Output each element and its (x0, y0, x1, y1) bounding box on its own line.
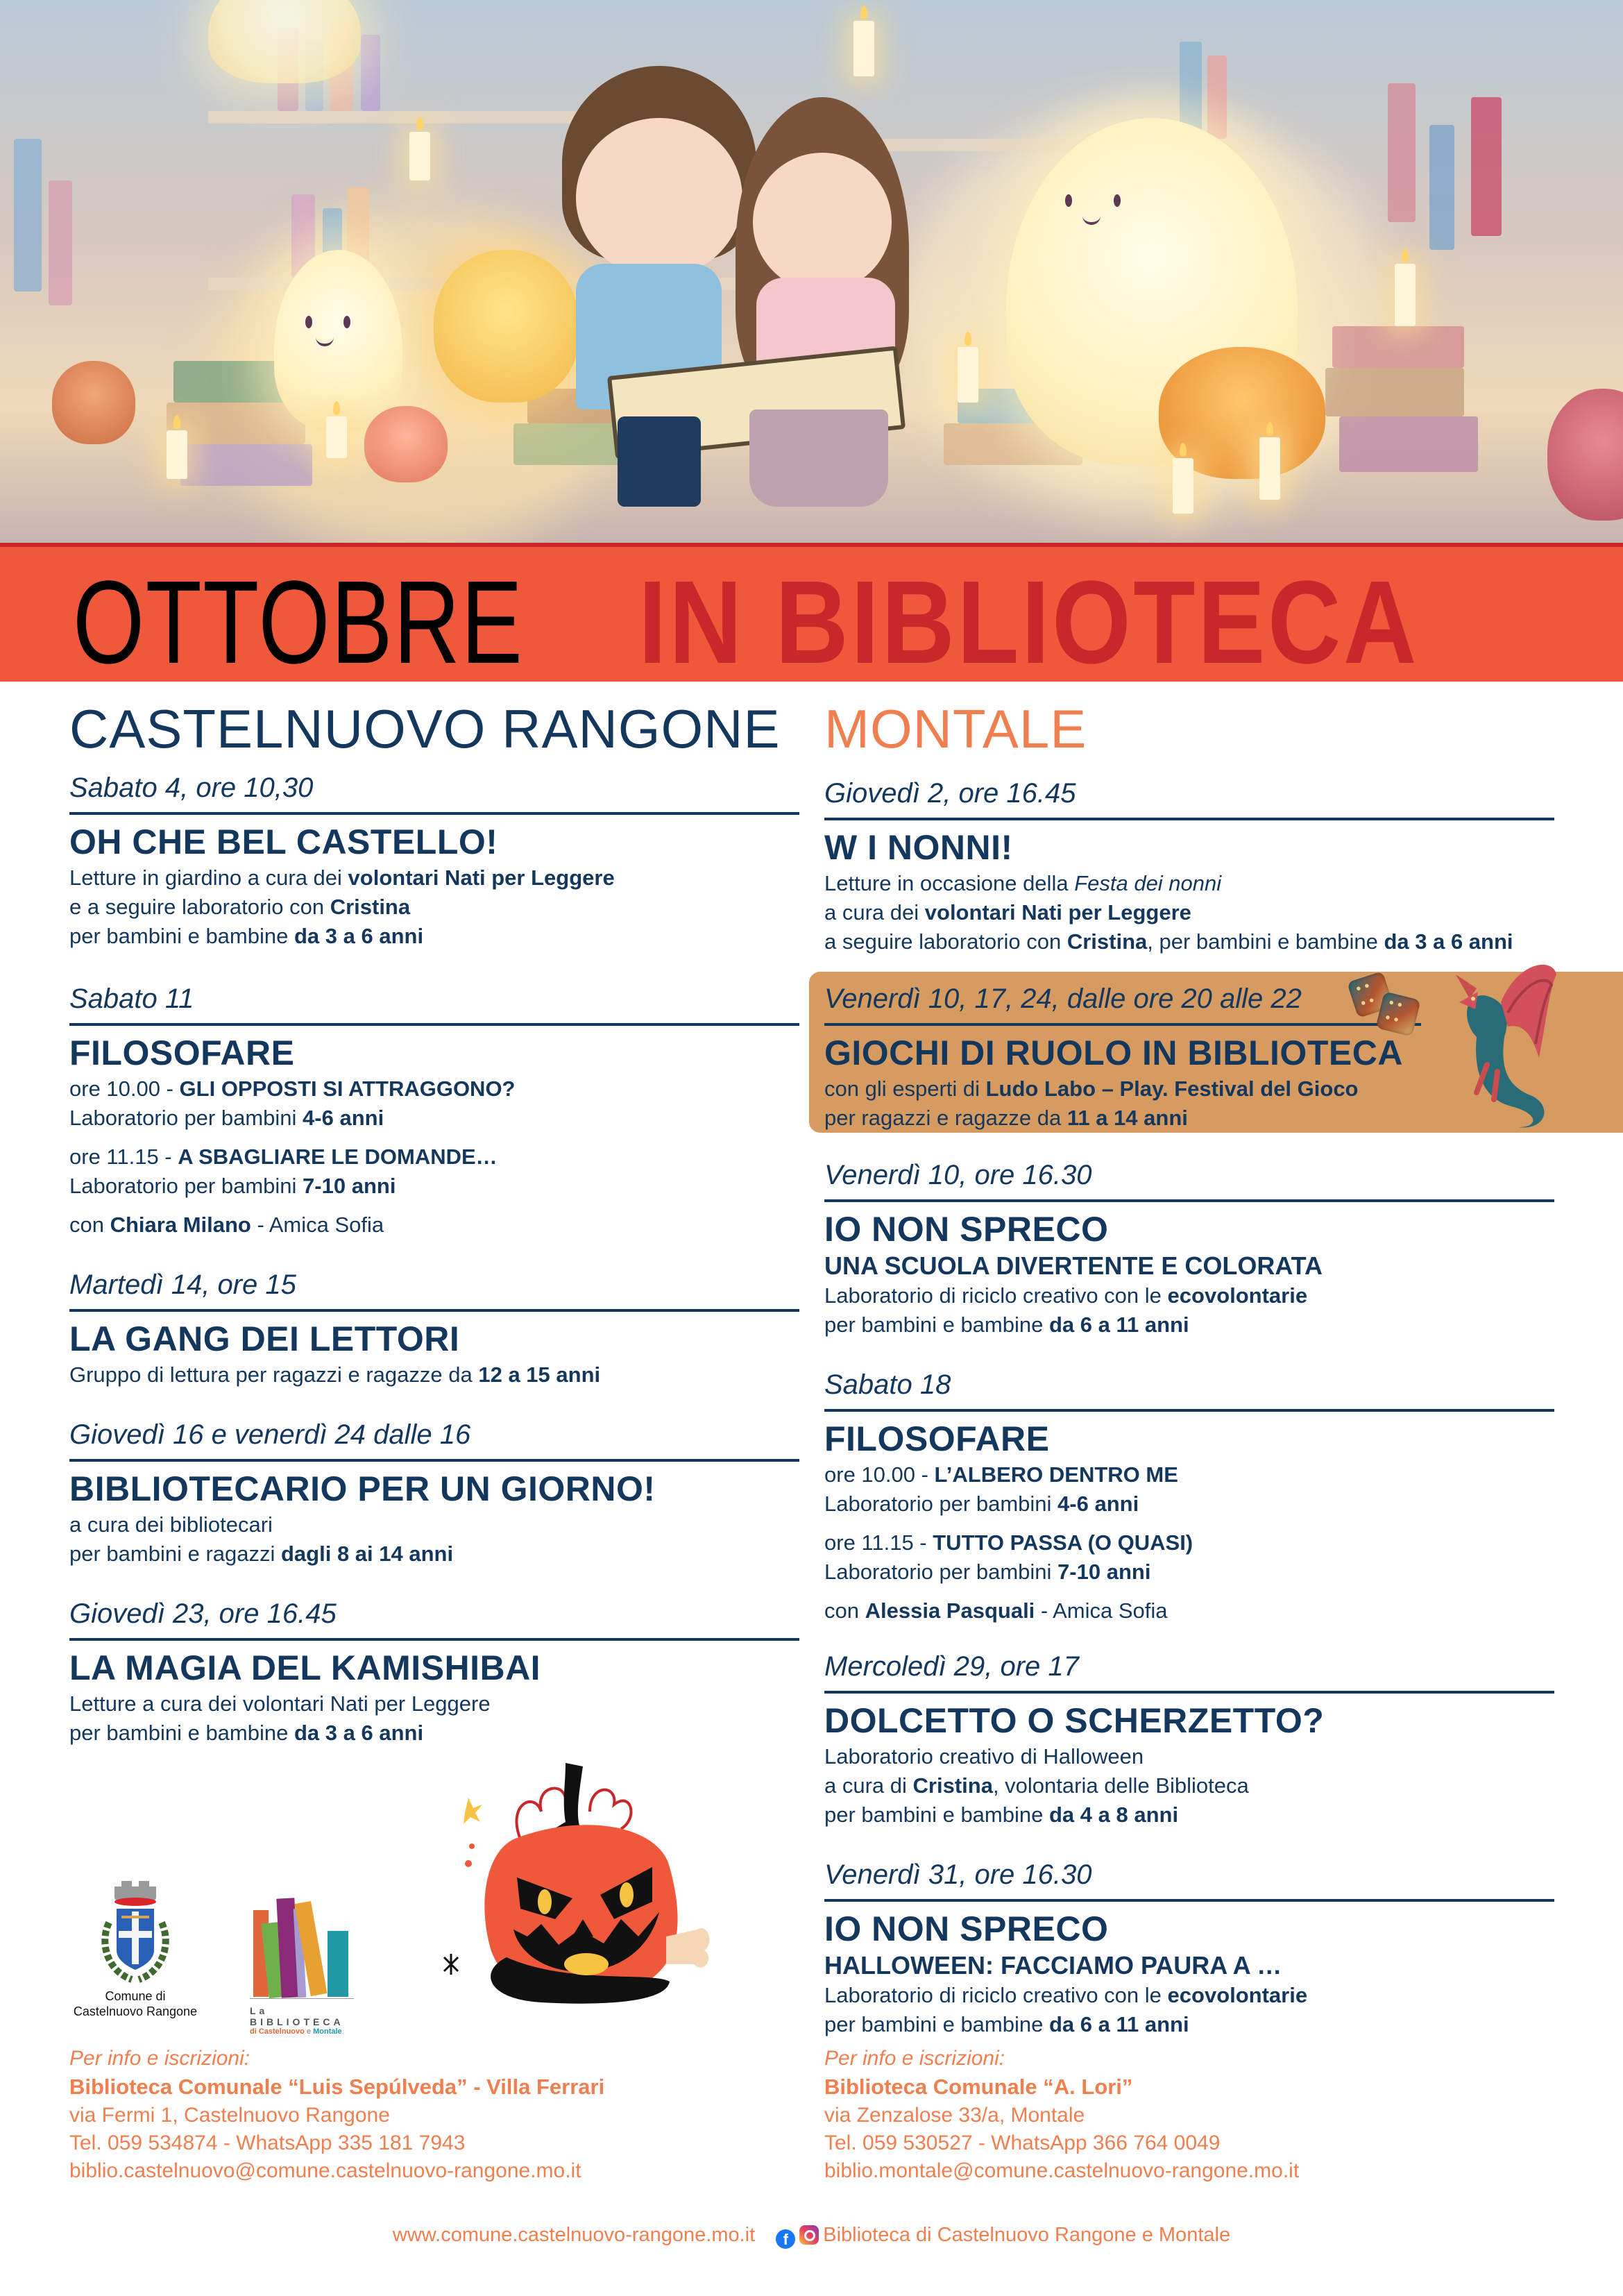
divider (824, 1691, 1554, 1694)
coat-of-arms-icon (94, 1881, 177, 1985)
event-date: Giovedì 16 e venerdì 24 dalle 16 (69, 1419, 471, 1450)
library-email[interactable]: biblio.montale@comune.castelnuovo-rangone.mo.it (824, 2159, 1300, 2182)
event-line: con Alessia Pasquali - Amica Sofia (824, 1598, 1168, 1623)
divider (824, 1409, 1554, 1412)
event-date: Sabato 4, ore 10,30 (69, 773, 314, 803)
montale-contact-info (824, 2045, 1560, 2185)
event-date: Martedì 14, ore 15 (69, 1269, 296, 1300)
boy-face (576, 118, 742, 278)
pumpkin-left (52, 361, 135, 444)
event-title: FILOSOFARE (824, 1419, 1050, 1458)
event-line: ore 10.00 - L’ALBERO DENTRO ME (824, 1462, 1178, 1487)
hero-illustration (0, 0, 1623, 543)
event-title: BIBLIOTECARIO PER UN GIORNO! (69, 1469, 656, 1508)
girl-dress (749, 410, 888, 507)
event-line: e a seguire laboratorio con Cristina (69, 895, 411, 919)
event-line: a cura dei volontari Nati per Leggere (824, 900, 1191, 925)
biblioteca-logo-line1: La BIBLIOTECA (250, 2005, 344, 2027)
event-line: Laboratorio per bambini 7-10 anni (824, 1560, 1151, 1584)
event-subtitle: UNA SCUOLA DIVERTENTE E COLORATA (824, 1251, 1323, 1280)
event-subtitle: HALLOWEEN: FACCIAMO PAURA A … (824, 1951, 1282, 1980)
event-date: Giovedì 23, ore 16.45 (69, 1598, 337, 1629)
comune-name-line2: Castelnuovo Rangone (73, 2004, 198, 2018)
event-line: per bambini e bambine da 4 a 8 anni (824, 1803, 1179, 1827)
event-line: Laboratorio per bambini 4-6 anni (69, 1106, 384, 1130)
library-email[interactable]: biblio.castelnuovo@comune.castelnuovo-rangone.mo.it (69, 2159, 581, 2182)
event-title: LA GANG DEI LETTORI (69, 1319, 460, 1358)
event-line: a seguire laboratorio con Cristina, per bambini e bambine da 3 a 6 anni (824, 929, 1513, 954)
event-line: per bambini e ragazzi dagli 8 ai 14 anni (69, 1542, 454, 1566)
event-w-i-nonni (824, 773, 1554, 956)
boy-legs (618, 416, 701, 507)
event-line: ore 11.15 - TUTTO PASSA (O QUASI) (824, 1530, 1193, 1555)
event-line: ore 10.00 - GLI OPPOSTI SI ATTRAGGONO? (69, 1077, 516, 1101)
event-line: con gli esperti di Ludo Labo – Play. Festival del Gioco (824, 1077, 1359, 1101)
event-line: Laboratorio per bambini 7-10 anni (69, 1174, 396, 1198)
divider (69, 1309, 799, 1312)
divider (824, 1023, 1421, 1026)
girl-face (753, 153, 892, 292)
event-line: Laboratorio creativo di Halloween (824, 1744, 1144, 1769)
pumpkin-small (364, 406, 448, 482)
books-logo-icon (250, 1895, 354, 1999)
event-line: Gruppo di lettura per ragazzi e ragazze da 12 a 15 anni (69, 1362, 601, 1387)
library-address: via Zenzalose 33/a, Montale (824, 2104, 1085, 2127)
info-label: Per info e iscrizioni: (69, 2047, 250, 2070)
divider (824, 1899, 1554, 1902)
event-line: Laboratorio per bambini 4-6 anni (824, 1492, 1139, 1516)
halloween-pumpkin-illustration (430, 1763, 722, 2013)
event-line: Letture in giardino a cura dei volontari Nati per Leggere (69, 866, 615, 890)
event-date: Sabato 11 (69, 984, 194, 1014)
event-line: per bambini e bambine da 6 a 11 anni (824, 1312, 1189, 1337)
comune-name-line1: Comune di (105, 1989, 166, 2003)
castelnuovo-column (69, 694, 799, 1748)
event-line: a cura dei bibliotecari (69, 1512, 273, 1537)
divider (824, 818, 1554, 820)
title-ottobre: OTTOBRE (73, 557, 524, 689)
event-la-gang-dei-lettori (69, 1265, 799, 1390)
library-phone[interactable]: Tel. 059 530527 - WhatsApp 366 764 0049 (824, 2132, 1221, 2154)
event-giochi-di-ruolo (824, 974, 1554, 1140)
castelnuovo-heading: CASTELNUOVO RANGONE (69, 698, 781, 759)
event-line: Laboratorio di riciclo creativo con le ecovolontarie (824, 1983, 1308, 2007)
dragon-illustration (1435, 961, 1560, 1134)
event-date: Venerdì 10, ore 16.30 (824, 1160, 1092, 1190)
library-name: Biblioteca Comunale “Luis Sepúlveda” - Villa Ferrari (69, 2075, 605, 2099)
event-date: Venerdì 31, ore 16.30 (824, 1859, 1092, 1890)
event-date: Mercoledì 29, ore 17 (824, 1651, 1079, 1682)
library-address: via Fermi 1, Castelnuovo Rangone (69, 2104, 390, 2127)
info-label: Per info e iscrizioni: (824, 2047, 1005, 2070)
title-banner (0, 543, 1623, 689)
divider (824, 1199, 1554, 1202)
event-line: con Chiara Milano - Amica Sofia (69, 1213, 384, 1237)
event-title: GIOCHI DI RUOLO IN BIBLIOTECA (824, 1033, 1403, 1072)
event-line: Letture in occasione della Festa dei nonni (824, 871, 1222, 895)
event-line: per bambini e bambine da 3 a 6 anni (69, 924, 424, 948)
event-filosofare-castelnuovo (69, 979, 799, 1240)
event-line: per bambini e bambine da 3 a 6 anni (69, 1721, 424, 1745)
event-title: DOLCETTO O SCHERZETTO? (824, 1701, 1325, 1740)
event-io-non-spreco-2 (824, 1855, 1554, 2039)
footer (0, 2221, 1623, 2249)
event-oh-che-bel-castello (69, 768, 799, 951)
event-title: IO NON SPRECO (824, 1210, 1109, 1249)
divider (69, 1638, 799, 1641)
event-title: FILOSOFARE (69, 1033, 295, 1072)
event-filosofare-montale (824, 1365, 1554, 1626)
title-in-biblioteca: IN BIBLIOTECA (638, 557, 1419, 689)
event-date: Venerdì 10, 17, 24, dalle ore 20 alle 22 (824, 984, 1302, 1014)
facebook-icon[interactable]: f (776, 2229, 795, 2249)
event-la-magia-del-kamishibai (69, 1594, 799, 1748)
pumpkin-right (1547, 389, 1623, 521)
divider (69, 812, 799, 815)
event-title: OH CHE BEL CASTELLO! (69, 822, 498, 861)
divider (69, 1459, 799, 1462)
biblioteca-logo (250, 1895, 354, 2036)
ghost-top (208, 0, 361, 83)
montale-heading: MONTALE (824, 698, 1087, 759)
divider (69, 1023, 799, 1026)
event-title: W I NONNI! (824, 828, 1013, 867)
website-link[interactable]: www.comune.castelnuovo-rangone.mo.it (392, 2224, 756, 2246)
event-line: per bambini e bambine da 6 a 11 anni (824, 2012, 1189, 2036)
event-line: ore 11.15 - A SBAGLIARE LE DOMANDE… (69, 1145, 498, 1169)
event-dolcetto-o-scherzetto (824, 1646, 1554, 1830)
montale-column (824, 694, 1554, 2039)
instagram-icon[interactable] (799, 2225, 819, 2245)
event-title: IO NON SPRECO (824, 1909, 1109, 1948)
pumpkin-yellow (434, 250, 579, 403)
event-io-non-spreco-1 (824, 1155, 1554, 1340)
social-label[interactable]: Biblioteca di Castelnuovo Rangone e Montale (823, 2224, 1231, 2246)
library-name: Biblioteca Comunale “A. Lori” (824, 2075, 1133, 2099)
library-phone[interactable]: Tel. 059 534874 - WhatsApp 335 181 7943 (69, 2132, 466, 2154)
event-line: Laboratorio di riciclo creativo con le ecovolontarie (824, 1283, 1308, 1308)
event-date: Sabato 18 (824, 1369, 951, 1400)
event-title: LA MAGIA DEL KAMISHIBAI (69, 1648, 541, 1687)
biblioteca-logo-line2: di Castelnuovo e Montale (250, 2027, 342, 2036)
comune-logo (69, 1881, 201, 2034)
castelnuovo-contact-info (69, 2045, 805, 2185)
event-line: a cura di Cristina, volontaria delle Biblioteca (824, 1773, 1249, 1798)
event-line: per ragazzi e ragazze da 11 a 14 anni (824, 1106, 1188, 1130)
event-date: Giovedì 2, ore 16.45 (824, 778, 1076, 809)
event-line: Letture a cura dei volontari Nati per Leggere (69, 1691, 491, 1716)
event-bibliotecario-per-un-giorno (69, 1415, 799, 1569)
